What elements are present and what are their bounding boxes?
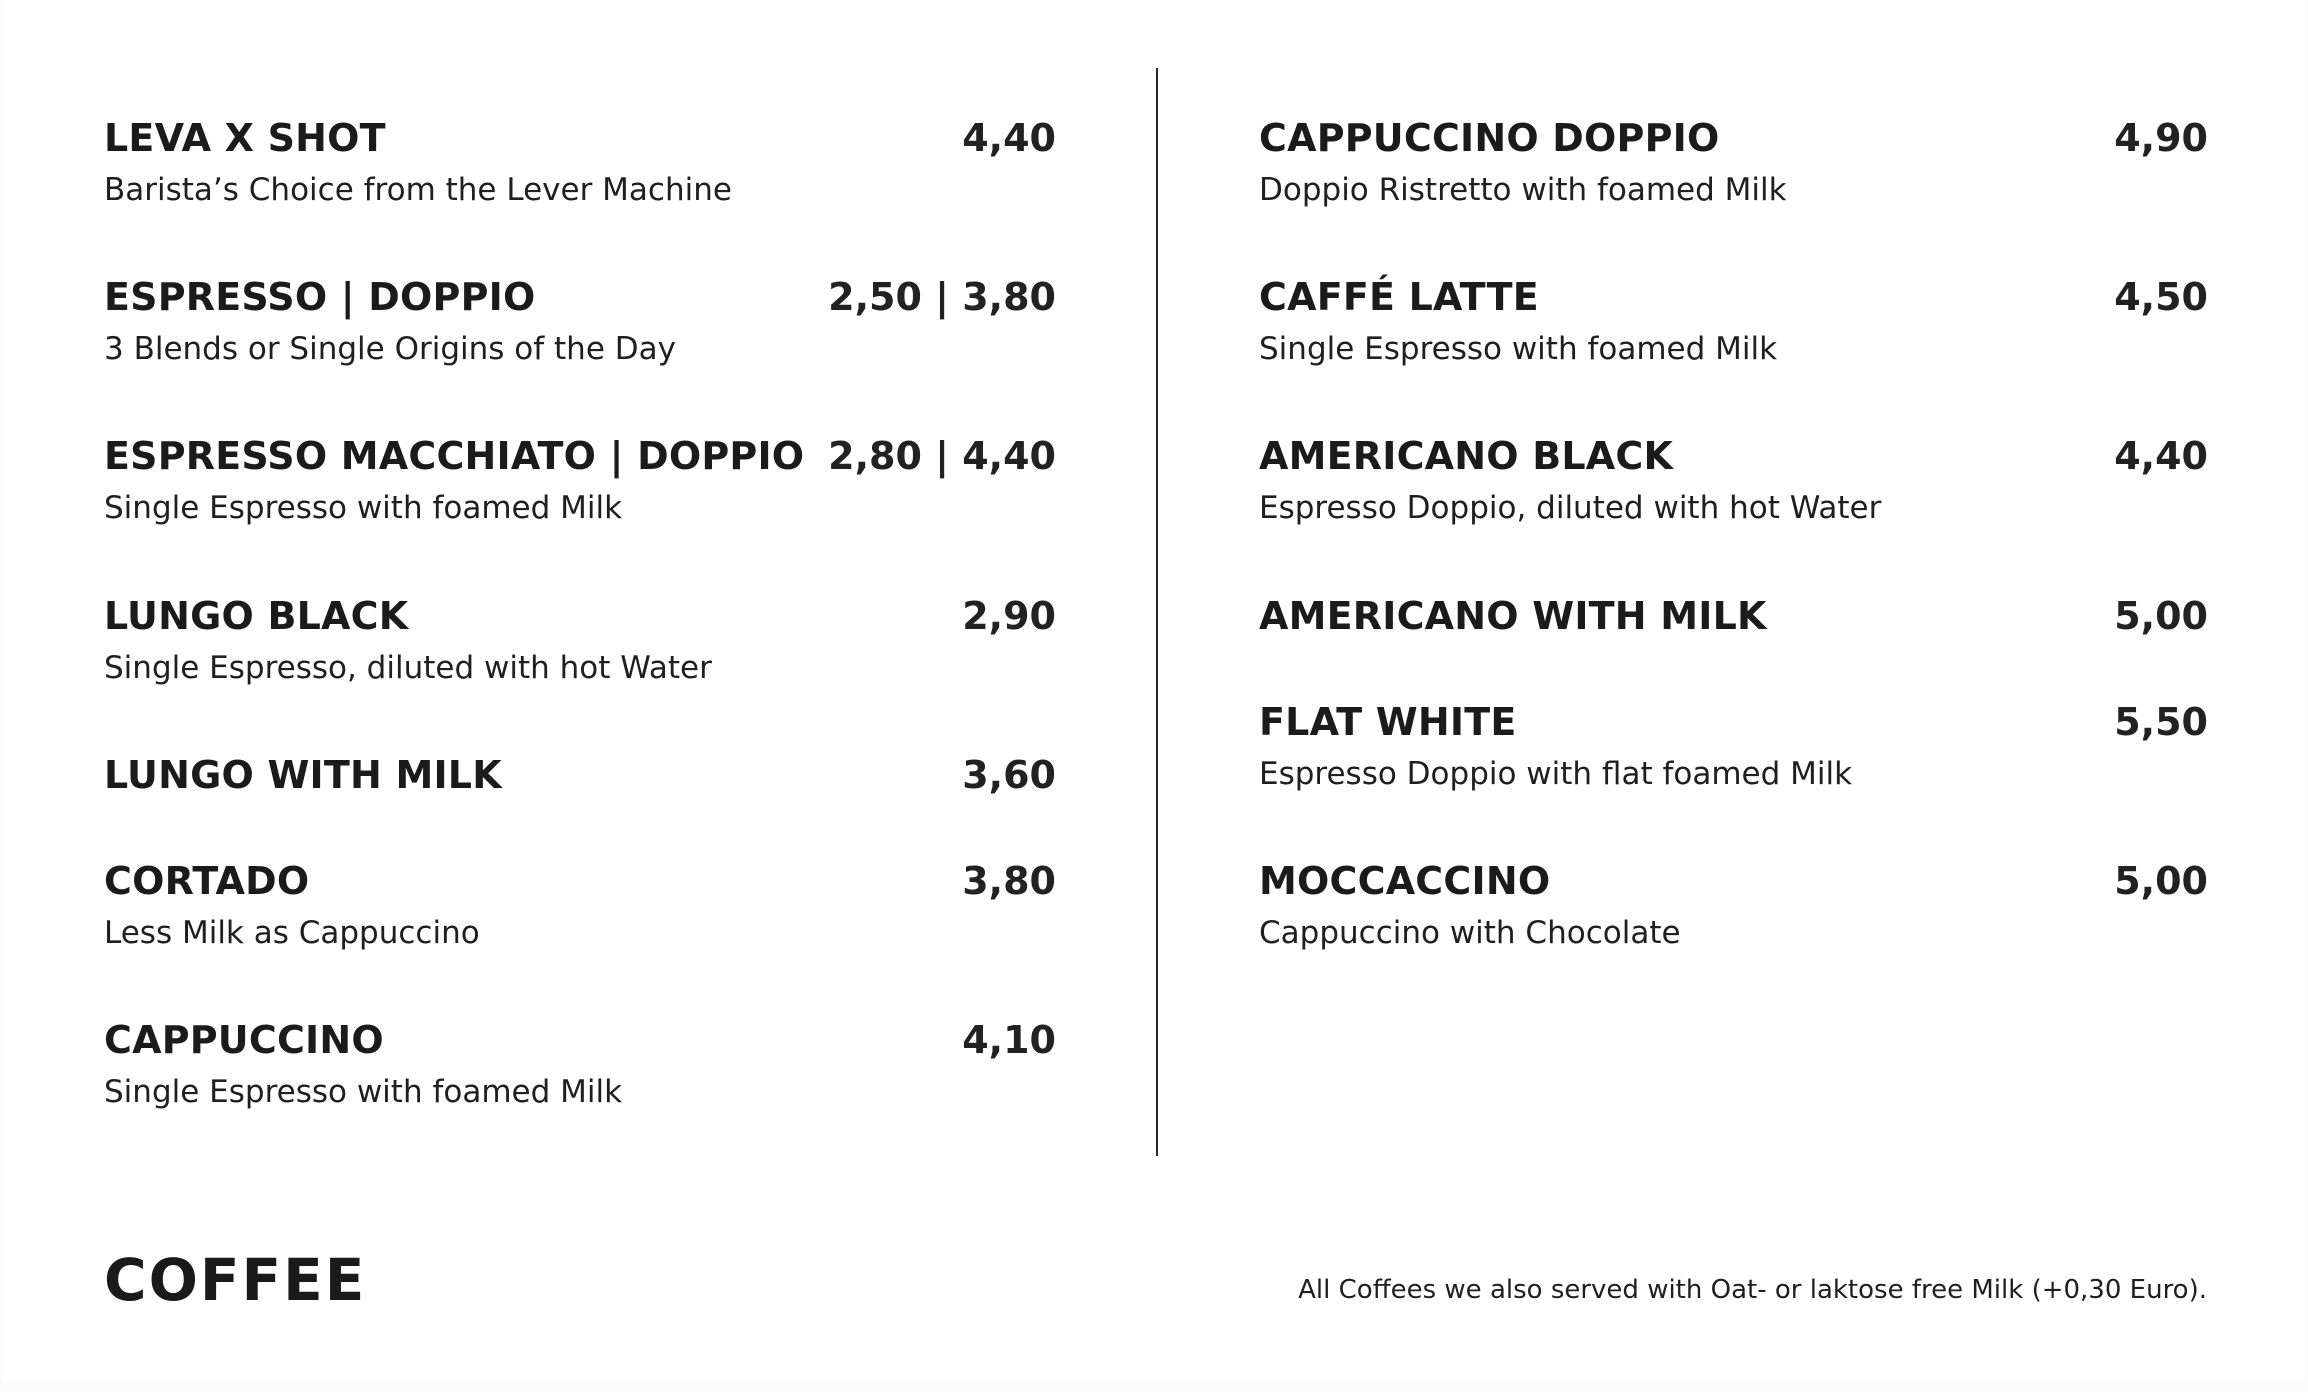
item-name: FLAT WHITE [1259,700,1517,744]
item-price: 4,90 [2114,116,2208,160]
item-description: Single Espresso, diluted with hot Water [104,650,712,686]
item-price: 3,80 [962,859,1056,903]
item-name: LUNGO BLACK [104,594,409,638]
milk-footnote: All Coffees we also served with Oat- or laktose free Milk (+0,30 Euro). [1298,1275,2207,1305]
item-name: LEVA X SHOT [104,116,386,160]
item-name: LUNGO WITH MILK [104,753,502,797]
section-title: COFFEE [104,1246,367,1314]
item-description: Espresso Doppio, diluted with hot Water [1259,490,1882,526]
item-price: 2,50 | 3,80 [828,275,1056,319]
item-price: 5,00 [2114,859,2208,903]
item-price: 2,80 | 4,40 [828,434,1056,478]
item-name: CAFFÉ LATTE [1259,275,1539,319]
item-description: Barista’s Choice from the Lever Machine [104,172,732,208]
item-description: Single Espresso with foamed Milk [1259,331,1778,367]
item-price: 2,90 [962,594,1056,638]
item-description: Cappuccino with Chocolate [1259,915,1681,951]
item-name: ESPRESSO | DOPPIO [104,275,536,319]
item-description: Less Milk as Cappuccino [104,915,480,951]
item-description: Espresso Doppio with flat foamed Milk [1259,756,1853,792]
item-description: Doppio Ristretto with foamed Milk [1259,172,1787,208]
item-price: 4,40 [2114,434,2208,478]
item-price: 3,60 [962,753,1056,797]
item-price: 4,10 [962,1018,1056,1062]
item-name: AMERICANO WITH MILK [1259,594,1767,638]
item-price: 5,00 [2114,594,2208,638]
item-name: AMERICANO BLACK [1259,434,1674,478]
item-name: ESPRESSO MACCHIATO | DOPPIO [104,434,805,478]
item-name: CAPPUCCINO [104,1018,384,1062]
item-name: MOCCACCINO [1259,859,1551,903]
menu-page [3,0,2306,1381]
item-description: Single Espresso with foamed Milk [104,490,623,526]
item-description: 3 Blends or Single Origins of the Day [104,331,676,367]
item-price: 4,40 [962,116,1056,160]
item-price: 5,50 [2114,700,2208,744]
item-name: CORTADO [104,859,310,903]
item-price: 4,50 [2114,275,2208,319]
item-name: CAPPUCCINO DOPPIO [1259,116,1720,160]
column-divider [1156,68,1158,1156]
item-description: Single Espresso with foamed Milk [104,1074,623,1110]
